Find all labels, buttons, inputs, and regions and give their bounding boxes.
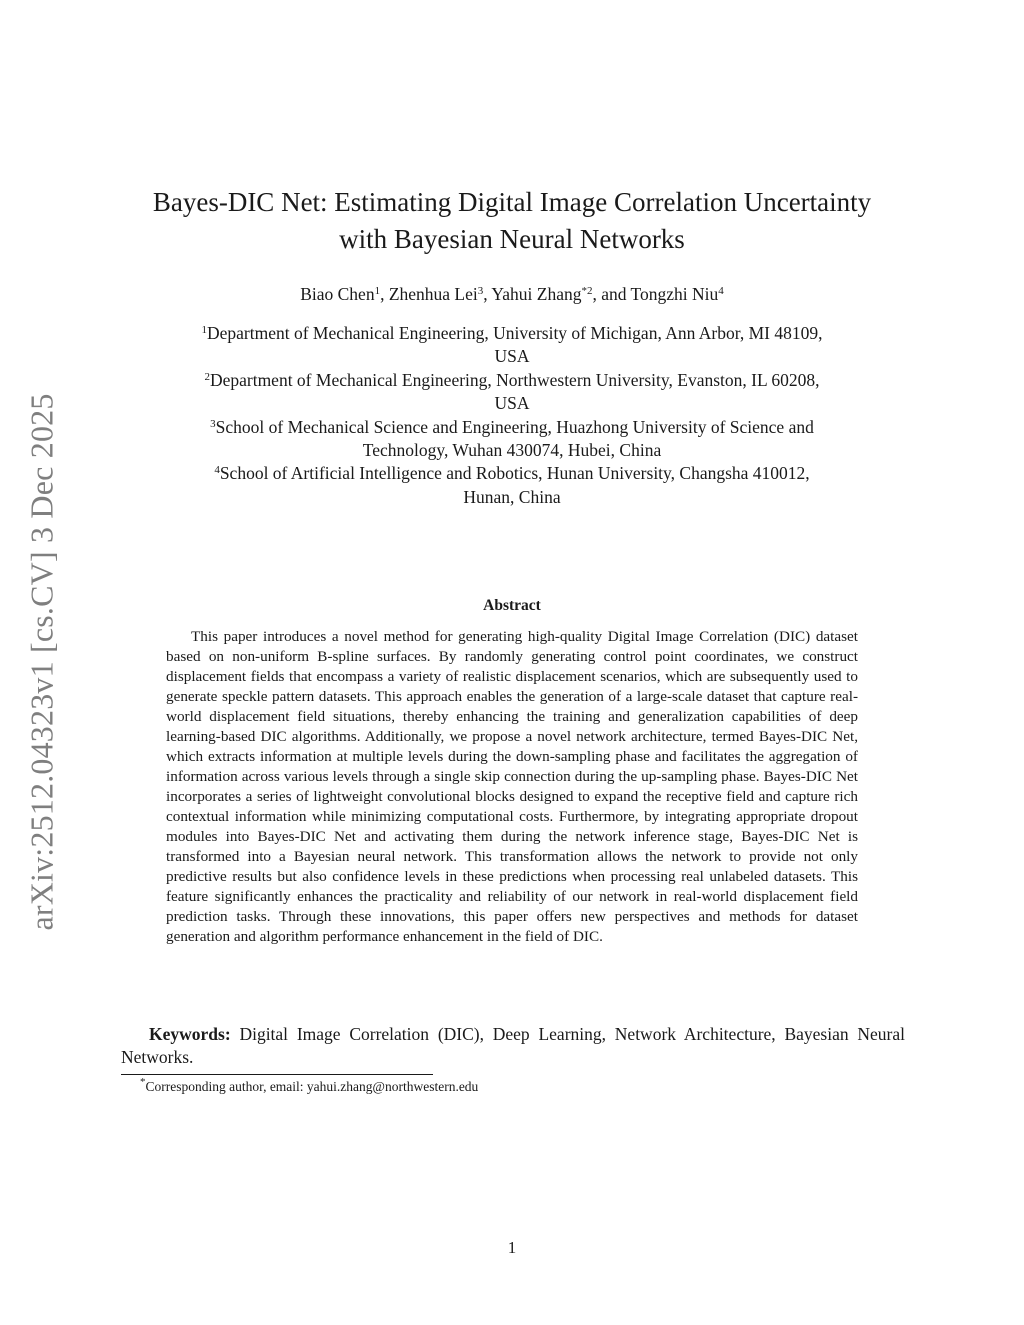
author-name: Tongzhi Niu <box>630 284 719 304</box>
abstract-text: This paper introduces a novel method for generating high-quality Digital Image Correlation (DIC) dataset based on non-uniform B-spline surfaces. By randomly generating control point coordinates, we construct displacement fields that encompass a variety of realistic displacement scenarios, which are subsequently used to generate speckle pattern datasets. This approach enables the generation of a large-scale dataset that capture real-world displacement field situations, thereby enhancing the training and generalization capabilities of deep learning-based DIC algorithms. Additionally, we propose a novel network architecture, termed Bayes-DIC Net, which extracts information at multiple levels during the down-sampling phase and facilitates the aggregation of information across various levels through a single skip connection during the up-sampling phase. Bayes-DIC Net incorporates a series of lightweight convolutional blocks designed to expand the receptive field and capture rich contextual information while minimizing computational costs. Furthermore, by integrating appropriate dropout modules into Bayes-DIC Net and activating them during the network inference stage, Bayes-DIC Net is transformed into a Bayesian neural network. This transformation allows the network to provide not only predictive results but also confidence levels in these predictions when processing real unlabeled datasets. This feature significantly enhances the practicality and reliability of our network in real-world displacement field prediction tasks. Through these innovations, this paper offers new perspectives and methods for dataset generation and algorithm performance enhancement in the field of DIC. <box>166 628 858 945</box>
author-name: Yahui Zhang <box>491 284 582 304</box>
author-mark: 3 <box>477 285 484 297</box>
author-mark: *2 <box>581 285 593 297</box>
affiliation-line: USA <box>494 393 530 414</box>
keywords-label: Keywords: <box>149 1024 231 1044</box>
paper-title <box>110 184 914 258</box>
author-separator: , <box>483 284 492 304</box>
title-line-1: Bayes-DIC Net: Estimating Digital Image Correlation Uncertainty <box>152 187 872 217</box>
affiliation-mark: 4 <box>214 464 220 477</box>
affiliation-item <box>120 322 904 369</box>
author-mark: 1 <box>374 285 381 297</box>
affiliation-line: Hunan, China <box>463 486 561 507</box>
keywords-paragraph <box>121 1023 905 1069</box>
affiliation-line: Department of Mechanical Engineering, University of Michigan, Ann Arbor, MI 48109, <box>206 323 823 343</box>
affiliation-mark: 3 <box>210 417 216 430</box>
affiliation-item <box>120 462 904 509</box>
author-name: Zhenhua Lei <box>388 284 478 304</box>
title-line-2: with Bayesian Neural Networks <box>339 224 685 254</box>
affiliation-line: School of Mechanical Science and Engineering, Huazhong University of Science and <box>215 416 814 437</box>
author-separator: , <box>380 284 389 304</box>
page-number: 1 <box>507 1238 517 1257</box>
affiliation-item <box>120 369 904 416</box>
affiliation-mark: 2 <box>204 370 210 383</box>
author-name: Biao Chen <box>300 284 375 304</box>
arxiv-identifier: arXiv:2512.04323v1 [cs.CV] 3 Dec 2025 <box>23 393 60 931</box>
affiliation-line: Department of Mechanical Engineering, Northwestern University, Evanston, IL 60208, <box>209 369 820 390</box>
author-mark: 4 <box>718 285 724 297</box>
footnote-text: Corresponding author, email: yahui.zhang@northwestern.edu <box>145 1079 479 1094</box>
affiliation-line: USA <box>494 346 530 367</box>
corresponding-author-footnote <box>140 1078 478 1096</box>
affiliation-line: Technology, Wuhan 430074, Hubei, China <box>362 440 662 461</box>
keywords-text: Digital Image Correlation (DIC), Deep Learning, Network Architecture, Bayesian Neural Networks. <box>121 1024 905 1067</box>
author-list <box>110 282 914 306</box>
affiliation-line: School of Artificial Intelligence and Robotics, Hunan University, Changsha 410012, <box>219 463 810 484</box>
author-separator: , and <box>592 284 631 304</box>
abstract-heading: Abstract <box>483 597 541 614</box>
affiliation-list <box>120 322 904 509</box>
footnote-mark: * <box>140 1076 146 1088</box>
footnote-divider <box>121 1074 433 1075</box>
affiliation-item <box>120 416 904 463</box>
affiliation-mark: 1 <box>201 324 207 336</box>
